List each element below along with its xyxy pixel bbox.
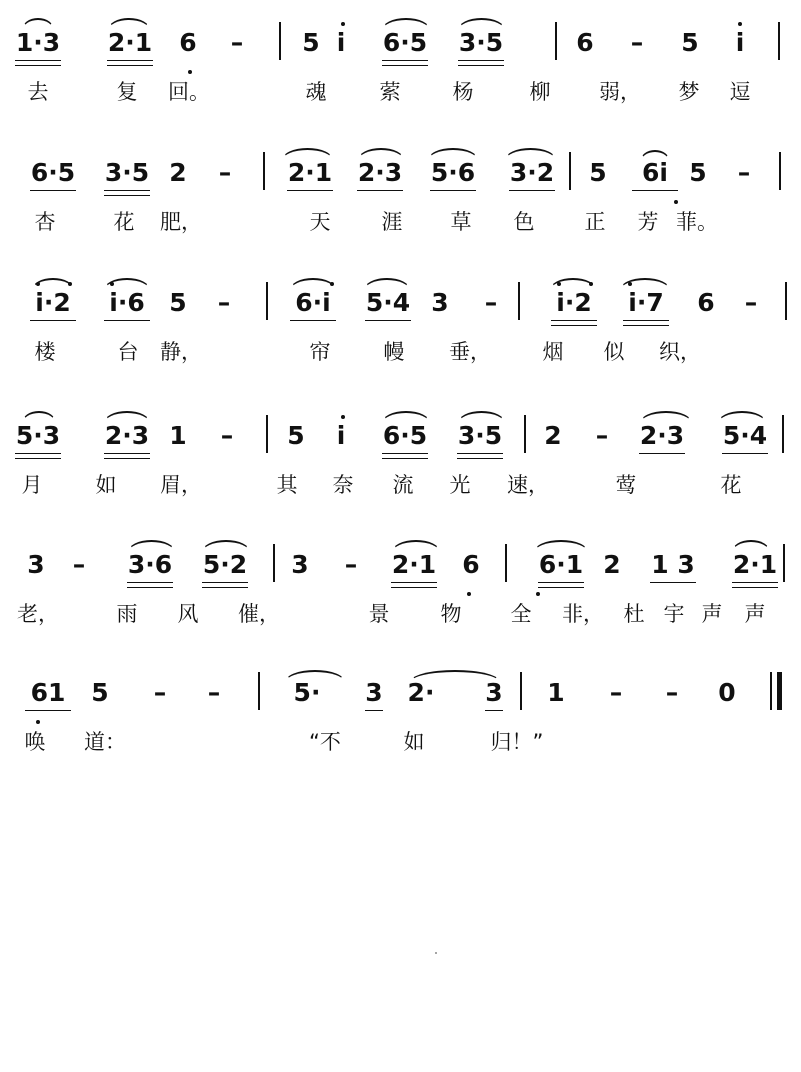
lyric-char: 月 xyxy=(21,473,43,497)
note-cell: – xyxy=(665,678,679,707)
beam-underline xyxy=(365,710,383,711)
note-cell: – xyxy=(744,288,758,317)
note-cell: i xyxy=(336,28,346,57)
note-cell: 5 xyxy=(287,421,305,450)
beam-underline xyxy=(538,582,584,583)
note-cell: i xyxy=(735,28,745,57)
lyric-char: “不 xyxy=(309,730,341,754)
lyric-char: 回。 xyxy=(168,80,210,104)
beam-underline xyxy=(202,587,248,588)
lyric-char: 风 xyxy=(177,602,199,626)
beam-underline xyxy=(127,587,173,588)
lyric-char: 天 xyxy=(309,210,331,234)
slur-arc xyxy=(640,411,692,423)
lyric-char: 全 xyxy=(510,602,532,626)
note-cell: 6 xyxy=(697,288,715,317)
note-cell: 6i xyxy=(642,158,668,187)
final-bar-thick xyxy=(777,672,782,710)
note-cell: 6·1 xyxy=(538,550,584,579)
note-cell: – xyxy=(220,421,234,450)
lyric-char: 色 xyxy=(513,210,535,234)
beam-underline xyxy=(30,190,76,191)
lyric-char: 速， xyxy=(507,473,549,497)
lyric-char: 复 xyxy=(116,80,138,104)
beam-underline xyxy=(538,587,584,588)
beam-underline xyxy=(458,65,504,66)
slur-arc xyxy=(410,670,500,682)
bar-line xyxy=(520,672,522,710)
slur-arc xyxy=(382,411,430,423)
lyric-char: 台 xyxy=(117,340,139,364)
note-cell: 2· xyxy=(407,678,435,707)
slur-arc xyxy=(505,148,556,160)
bar-line xyxy=(258,672,260,710)
note-cell: i·6 xyxy=(109,288,145,317)
lyric-char: 肥， xyxy=(160,210,202,234)
beam-underline xyxy=(25,710,71,711)
slur-arc xyxy=(22,18,54,30)
bar-line xyxy=(263,152,265,190)
beam-underline xyxy=(732,582,778,583)
note-cell: 2·1 xyxy=(287,158,333,187)
bar-line xyxy=(505,544,507,582)
note-cell: 2·3 xyxy=(104,421,150,450)
note-cell: 2 xyxy=(603,550,621,579)
lyric-char: 光 xyxy=(449,473,471,497)
bar-line xyxy=(779,152,781,190)
beam-underline xyxy=(485,710,503,711)
beam-underline xyxy=(290,320,336,321)
note-cell: – xyxy=(484,288,498,317)
lyric-char: 帘 xyxy=(309,340,331,364)
lyric-char: 景 xyxy=(368,602,390,626)
beam-underline xyxy=(551,320,597,321)
note-cell: 3·5 xyxy=(104,158,150,187)
beam-underline xyxy=(722,453,768,454)
beam-underline xyxy=(430,190,476,191)
bar-line xyxy=(569,152,571,190)
lyric-char: 花 xyxy=(720,473,742,497)
note-cell: 0 xyxy=(718,678,736,707)
beam-underline xyxy=(15,458,61,459)
note-cell: 5·4 xyxy=(722,421,768,450)
bar-line xyxy=(524,415,526,453)
octave-dot xyxy=(188,70,192,74)
bar-line xyxy=(266,415,268,453)
note-cell: – xyxy=(630,28,644,57)
lyric-char: 柳 xyxy=(529,80,551,104)
octave-dot xyxy=(341,415,345,419)
lyric-char: 唤 xyxy=(24,730,46,754)
note-cell: 6 xyxy=(462,550,480,579)
note-cell: – xyxy=(153,678,167,707)
lyric-char: 萦 xyxy=(379,80,401,104)
beam-underline xyxy=(732,587,778,588)
beam-underline xyxy=(509,190,555,191)
note-cell: 2·1 xyxy=(391,550,437,579)
lyric-char: 非， xyxy=(562,602,604,626)
note-cell: 5· xyxy=(293,678,321,707)
lyric-char: 物 xyxy=(440,602,462,626)
lyric-char: 似 xyxy=(603,340,625,364)
note-cell: 5·3 xyxy=(15,421,61,450)
note-cell: 3 xyxy=(365,678,383,707)
note-cell: 3 xyxy=(485,678,503,707)
octave-dot xyxy=(674,200,678,204)
lyric-char: 去 xyxy=(27,80,49,104)
lyric-char: 弱， xyxy=(599,80,641,104)
note-cell: 5·4 xyxy=(365,288,411,317)
lyric-char: 幔 xyxy=(383,340,405,364)
beam-underline xyxy=(391,587,437,588)
beam-underline xyxy=(30,320,76,321)
beam-underline xyxy=(551,325,597,326)
slur-arc xyxy=(732,540,770,552)
lyric-char: 如 xyxy=(95,473,117,497)
lyric-char: 魂 xyxy=(305,80,327,104)
note-cell: 5 xyxy=(302,28,320,57)
note-cell: 5·2 xyxy=(202,550,248,579)
note-cell: 3·6 xyxy=(127,550,173,579)
paper-speck xyxy=(435,952,437,954)
slur-arc xyxy=(104,411,150,423)
lyric-char: 草 xyxy=(450,210,472,234)
lyric-char: 流 xyxy=(392,473,414,497)
note-cell: 2·3 xyxy=(639,421,685,450)
lyric-char: 如 xyxy=(403,730,425,754)
note-cell: – xyxy=(207,678,221,707)
beam-underline xyxy=(202,582,248,583)
note-cell: 1·3 xyxy=(15,28,61,57)
note-cell: 3·2 xyxy=(509,158,555,187)
bar-line xyxy=(555,22,557,60)
octave-dot xyxy=(36,282,40,286)
note-cell: – xyxy=(609,678,623,707)
beam-underline xyxy=(287,190,333,191)
note-cell: – xyxy=(72,550,86,579)
lyric-char: 老， xyxy=(17,602,59,626)
lyric-char: 声 xyxy=(701,602,723,626)
slur-arc xyxy=(392,540,440,552)
lyric-char: 织， xyxy=(659,340,701,364)
octave-dot xyxy=(536,592,540,596)
note-cell: 6·5 xyxy=(30,158,76,187)
note-cell: 5 xyxy=(689,158,707,187)
beam-underline xyxy=(104,453,150,454)
note-cell: – xyxy=(737,158,751,187)
lyric-char: 奈 xyxy=(332,473,354,497)
beam-underline xyxy=(382,453,428,454)
note-cell: 5 xyxy=(169,288,187,317)
slur-arc xyxy=(458,18,505,30)
beam-underline xyxy=(104,190,150,191)
lyric-char: 杨 xyxy=(452,80,474,104)
lyric-char: 催， xyxy=(238,602,280,626)
slur-arc xyxy=(128,540,175,552)
slur-arc xyxy=(358,148,404,160)
lyric-char: 芳 xyxy=(637,210,659,234)
note-cell: 5 xyxy=(91,678,109,707)
lyric-char: 雨 xyxy=(116,602,138,626)
beam-underline xyxy=(623,320,669,321)
beam-underline xyxy=(391,582,437,583)
note-cell: i·2 xyxy=(556,288,592,317)
bar-line xyxy=(782,415,784,453)
beam-underline xyxy=(457,453,503,454)
note-cell: 5 xyxy=(589,158,607,187)
bar-line xyxy=(785,282,787,320)
note-cell: 2 xyxy=(544,421,562,450)
beam-underline xyxy=(104,320,150,321)
lyric-char: 静， xyxy=(160,340,202,364)
octave-dot xyxy=(341,22,345,26)
slur-arc xyxy=(285,670,345,682)
note-cell: 61 xyxy=(30,678,66,707)
beam-underline xyxy=(632,190,678,191)
beam-underline xyxy=(382,458,428,459)
bar-line xyxy=(273,544,275,582)
lyric-char: 楼 xyxy=(34,340,56,364)
bar-line xyxy=(279,22,281,60)
beam-underline xyxy=(458,60,504,61)
lyric-char: 垂， xyxy=(449,340,491,364)
note-cell: 2·3 xyxy=(357,158,403,187)
note-cell: i·7 xyxy=(628,288,664,317)
beam-underline xyxy=(639,453,685,454)
slur-arc xyxy=(382,18,430,30)
note-cell: 5 xyxy=(681,28,699,57)
octave-dot xyxy=(110,282,114,286)
slur-arc xyxy=(458,411,505,423)
slur-arc xyxy=(640,150,670,162)
lyric-char: 其 xyxy=(276,473,298,497)
beam-underline xyxy=(382,60,428,61)
note-cell: 2 xyxy=(169,158,187,187)
lyric-char: 正 xyxy=(584,210,606,234)
final-bar-thin xyxy=(770,672,772,710)
note-cell: – xyxy=(217,288,231,317)
lyric-char: 花 xyxy=(113,210,135,234)
slur-arc xyxy=(534,540,588,552)
note-cell: 3 xyxy=(291,550,309,579)
lyric-char: 梦 xyxy=(678,80,700,104)
beam-underline xyxy=(650,582,696,583)
lyric-char: 逗 xyxy=(729,80,751,104)
note-cell: – xyxy=(218,158,232,187)
note-cell: 6 xyxy=(179,28,197,57)
octave-dot xyxy=(589,282,593,286)
note-cell: 3 xyxy=(431,288,449,317)
slur-arc xyxy=(282,148,333,160)
note-cell: 1 xyxy=(169,421,187,450)
octave-dot xyxy=(628,282,632,286)
note-cell: – xyxy=(344,550,358,579)
lyric-char: 归！” xyxy=(490,730,544,754)
lyric-char: 菲。 xyxy=(676,210,718,234)
note-cell: 3 xyxy=(27,550,45,579)
note-cell: i·2 xyxy=(35,288,71,317)
slur-arc xyxy=(22,411,56,423)
beam-underline xyxy=(104,458,150,459)
octave-dot xyxy=(557,282,561,286)
note-cell: 2·1 xyxy=(732,550,778,579)
bar-line xyxy=(778,22,780,60)
octave-dot xyxy=(36,720,40,724)
note-cell: 3·5 xyxy=(458,28,504,57)
note-cell: 1 xyxy=(547,678,565,707)
note-cell: 6 xyxy=(576,28,594,57)
note-cell: – xyxy=(230,28,244,57)
beam-underline xyxy=(357,190,403,191)
lyric-char: 声 xyxy=(744,602,766,626)
beam-underline xyxy=(107,65,153,66)
lyric-char: 杏 xyxy=(34,210,56,234)
beam-underline xyxy=(365,320,411,321)
beam-underline xyxy=(15,60,61,61)
slur-arc xyxy=(428,148,478,160)
beam-underline xyxy=(15,453,61,454)
slur-arc xyxy=(202,540,250,552)
slur-arc xyxy=(718,411,766,423)
beam-underline xyxy=(127,582,173,583)
beam-underline xyxy=(15,65,61,66)
note-cell: 3·5 xyxy=(457,421,503,450)
note-cell: i xyxy=(336,421,346,450)
bar-line xyxy=(266,282,268,320)
lyric-char: 涯 xyxy=(381,210,403,234)
octave-dot xyxy=(738,22,742,26)
note-cell: 6·5 xyxy=(382,28,428,57)
note-cell: 5·6 xyxy=(430,158,476,187)
note-cell: 6·i xyxy=(295,288,331,317)
lyric-char: 杜 xyxy=(623,602,645,626)
bar-line xyxy=(783,544,785,582)
beam-underline xyxy=(107,60,153,61)
octave-dot xyxy=(467,592,471,596)
note-cell: 2·1 xyxy=(107,28,153,57)
lyric-char: 烟 xyxy=(542,340,564,364)
note-cell: 1 3 xyxy=(651,550,695,579)
lyric-char: 宇 xyxy=(663,602,685,626)
beam-underline xyxy=(104,195,150,196)
octave-dot xyxy=(330,282,334,286)
lyric-char: 道： xyxy=(84,730,126,754)
beam-underline xyxy=(457,458,503,459)
note-cell: – xyxy=(595,421,609,450)
slur-arc xyxy=(108,18,150,30)
note-cell: 6·5 xyxy=(382,421,428,450)
bar-line xyxy=(518,282,520,320)
lyric-char: 眉， xyxy=(160,473,202,497)
octave-dot xyxy=(68,282,72,286)
slur-arc xyxy=(364,278,410,290)
beam-underline xyxy=(382,65,428,66)
beam-underline xyxy=(623,325,669,326)
lyric-char: 莺 xyxy=(615,473,637,497)
